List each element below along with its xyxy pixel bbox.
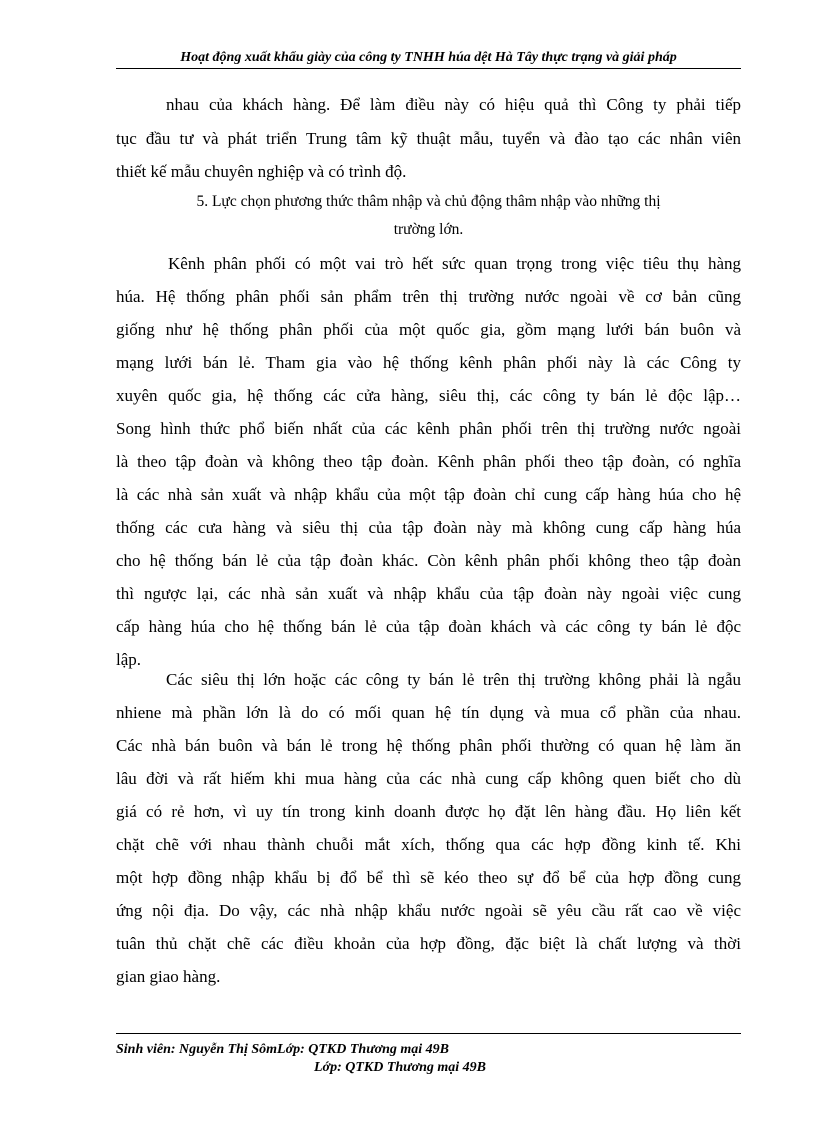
intro-line-1: nhau của khách hàng. Để làm điều này có hiệu quả thì Công ty phải tiếp bbox=[166, 95, 741, 114]
paragraph1-line-2: húa. Hệ thống phân phối sản phẩm trên thị trường nước ngoài về cơ bản cũng bbox=[116, 287, 741, 306]
footer-rule bbox=[116, 1033, 741, 1034]
paragraph1-line-3: giống như hệ thống phân phối của một quốc gia, gồm mạng lưới bán buôn và bbox=[116, 320, 741, 339]
paragraph1-line-11: thì ngược lại, các nhà sản xuất và nhập khẩu của tập đoàn này ngoài việc cung bbox=[116, 584, 741, 603]
footer-class-line: Lớp: QTKD Thương mại 49B bbox=[314, 1060, 486, 1075]
paragraph2-line-7: một hợp đồng nhập khẩu bị đổ bể thì sẽ kéo theo sự đổ bể của hợp đồng cung bbox=[116, 868, 741, 887]
paragraph1-line-9: thống các cưa hàng và siêu thị của tập đoàn này mà không cung cấp hàng húa bbox=[116, 518, 741, 537]
paragraph1-line-7: là theo tập đoàn và không theo tập đoàn. Kênh phân phối theo tập đoàn, có nghĩa bbox=[116, 452, 741, 471]
paragraph1-line-4: mạng lưới bán lẻ. Tham gia vào hệ thống kênh phân phối này là các Công ty bbox=[116, 353, 741, 372]
paragraph2-line-9: tuân thủ chặt chẽ các điều khoản của hợp đồng, đặc biệt là chất lượng và thời bbox=[116, 934, 741, 953]
page-header-title: Hoạt động xuất khẩu giày của công ty TNHH húa dệt Hà Tây thực trạng và giải pháp bbox=[180, 50, 677, 65]
section-heading-line-1: 5. Lực chọn phương thức thâm nhập và chủ động thâm nhập vào những thị bbox=[196, 193, 661, 210]
paragraph1-line-8: là các nhà sản xuất và nhập khẩu của một tập đoàn chỉ cung cấp hàng húa cho hệ bbox=[116, 485, 741, 504]
paragraph1-line-5: xuyên quốc gia, hệ thống các cửa hàng, siêu thị, các công ty bán lẻ độc lập… bbox=[116, 386, 741, 405]
header-rule bbox=[116, 68, 741, 69]
intro-line-3: thiết kế mẫu chuyên nghiệp và có trình độ. bbox=[116, 162, 407, 181]
intro-line-2: tục đầu tư và phát triển Trung tâm kỹ thuật mẫu, tuyển và đào tạo các nhân viên bbox=[116, 129, 741, 148]
paragraph2-line-10: gian giao hàng. bbox=[116, 967, 221, 986]
paragraph1-line-6: Song hình thức phổ biến nhất của các kênh phân phối trên thị trường nước ngoài bbox=[116, 419, 741, 438]
section-heading-line-2: trường lớn. bbox=[393, 221, 464, 238]
paragraph2-line-3: Các nhà bán buôn và bán lẻ trong hệ thống phân phối thường có quan hệ làm ăn bbox=[116, 736, 741, 755]
paragraph1-line-12: cấp hàng húa cho hệ thống bán lẻ của tập đoàn khách và các công ty bán lẻ độc bbox=[116, 617, 741, 636]
paragraph1-line-13: lập. bbox=[116, 650, 142, 669]
paragraph2-line-2: nhiene mà phần lớn là do có mối quan hệ tín dụng và mua cổ phần của nhau. bbox=[116, 703, 741, 722]
paragraph2-line-6: chặt chẽ với nhau thành chuỗi mắt xích, thống qua các hợp đồng kinh tế. Khi bbox=[116, 835, 741, 854]
paragraph2-line-5: giá có rẻ hơn, vì uy tín trong kinh doanh được họ đặt lên hàng đầu. Họ liên kết bbox=[116, 802, 741, 821]
paragraph2-line-4: lâu đời và rất hiếm khi mua hàng của các nhà cung cấp không quen biết cho dù bbox=[116, 769, 741, 788]
paragraph2-line-8: ứng nội địa. Do vậy, các nhà nhập khẩu nước ngoài sẽ yêu cầu rất cao về việc bbox=[116, 901, 741, 920]
paragraph2-line-1: Các siêu thị lớn hoặc các công ty bán lẻ trên thị trường không phải là ngẫu bbox=[166, 670, 741, 689]
paragraph1-line-10: cho hệ thống bán lẻ của tập đoàn khác. Còn kênh phân phối không theo tập đoàn bbox=[116, 551, 741, 570]
paragraph1-line-1: Kênh phân phối có một vai trò hết sức quan trọng trong việc tiêu thụ hàng bbox=[168, 254, 741, 273]
footer-student-line: Sinh viên: Nguyễn Thị SômLớp: QTKD Thương mại 49B bbox=[116, 1042, 450, 1057]
